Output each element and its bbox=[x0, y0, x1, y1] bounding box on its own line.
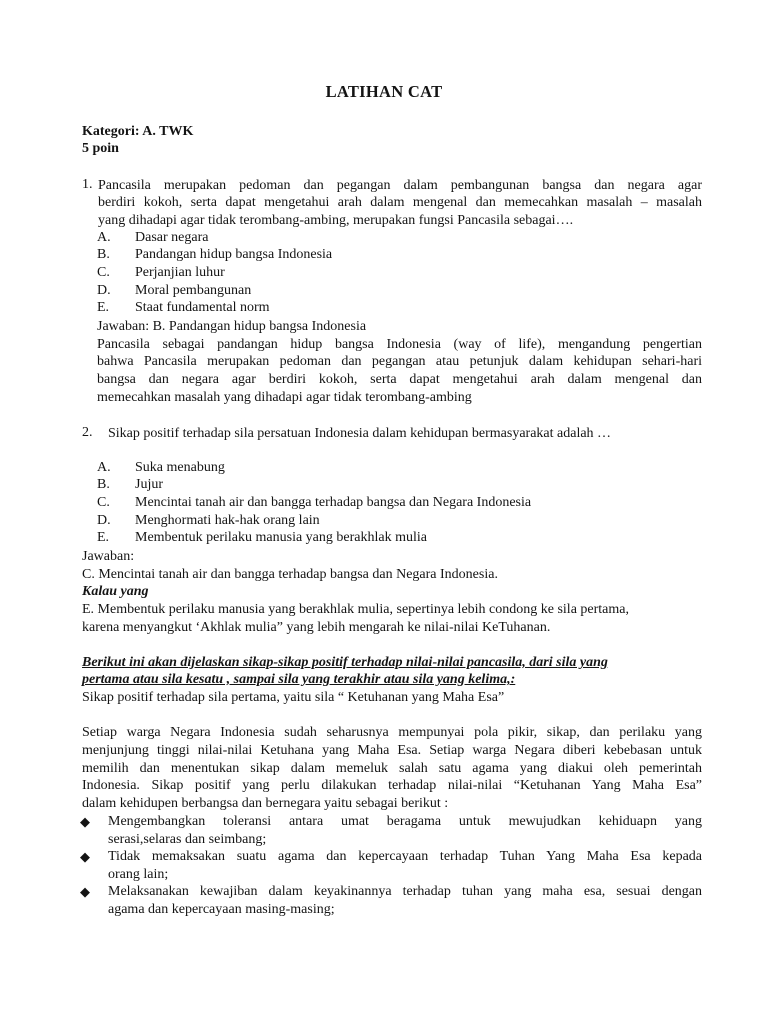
option-letter: C. bbox=[97, 495, 110, 510]
explanation-line: bahwa Pancasila merupakan pedoman dan pegangan atau petunjuk dalam kehidupan sehari-hari bbox=[97, 354, 702, 369]
option-text: Pandangan hidup bangsa Indonesia bbox=[135, 247, 333, 262]
section-subheading: Sikap positif terhadap sila pertama, yaitu sila “ Ketuhanan yang Maha Esa” bbox=[82, 690, 505, 705]
section-heading: pertama atau sila kesatu , sampai sila yang terakhir atau sila yang kelima,: bbox=[82, 672, 516, 687]
option-text: Staat fundamental norm bbox=[135, 300, 270, 315]
diamond-bullet-icon: ◆ bbox=[80, 884, 90, 899]
page-title: LATIHAN CAT bbox=[325, 82, 443, 101]
alternative-line: karena menyangkut ‘Akhlak mulia” yang lebih mengarah ke nilai-nilai KeTuhanan. bbox=[82, 620, 551, 635]
bullet-line: serasi,selaras dan seimbang; bbox=[108, 832, 267, 847]
option-text: Perjanjian luhur bbox=[135, 265, 225, 280]
answer-text: C. Mencintai tanah air dan bangga terhadap bangsa dan Negara Indonesia. bbox=[82, 567, 498, 582]
option-letter: D. bbox=[97, 513, 111, 528]
option-letter: A. bbox=[97, 460, 111, 475]
option-letter: E. bbox=[97, 300, 110, 315]
diamond-bullet-icon: ◆ bbox=[80, 814, 90, 829]
question-1-line: Pancasila merupakan pedoman dan pegangan dalam pembangunan bangsa dan negara agar bbox=[98, 178, 702, 193]
option-text: Jujur bbox=[135, 477, 163, 492]
option-letter: C. bbox=[97, 265, 110, 280]
points-label: 5 poin bbox=[82, 141, 119, 156]
option-text: Mencintai tanah air dan bangga terhadap bangsa dan Negara Indonesia bbox=[135, 495, 532, 510]
paragraph-line: dalam kehidupen berbangsa dan bernegara yaitu sebagai berikut : bbox=[82, 796, 449, 811]
diamond-bullet-icon: ◆ bbox=[80, 849, 90, 864]
section-heading: Berikut ini akan dijelaskan sikap-sikap positif terhadap nilai-nilai pancasila, dari sila yang bbox=[82, 655, 608, 670]
alternative-line: E. Membentuk perilaku manusia yang berakhlak mulia, sepertinya lebih condong ke sila pertama, bbox=[82, 602, 629, 617]
option-letter: B. bbox=[97, 247, 110, 262]
bullet-line: Mengembangkan toleransi antara umat beragama untuk mewujudkan kehiduapn yang bbox=[108, 814, 702, 829]
option-letter: E. bbox=[97, 530, 110, 545]
paragraph-line: Setiap warga Negara Indonesia sudah seharusnya mempunyai pola pikir, sikap, dan perilaku yang bbox=[82, 725, 702, 740]
option-text: Membentuk perilaku manusia yang berakhlak mulia bbox=[135, 530, 427, 545]
bullet-line: Tidak memaksakan suatu agama dan kepercayaan terhadap Tuhan Yang Maha Esa kepada bbox=[108, 849, 702, 864]
option-text: Menghormati hak-hak orang lain bbox=[135, 513, 320, 528]
option-text: Moral pembangunan bbox=[135, 283, 252, 298]
option-letter: A. bbox=[97, 230, 111, 245]
bullet-line: orang lain; bbox=[108, 867, 169, 882]
alternative-label: Kalau yang bbox=[82, 584, 149, 599]
paragraph-line: menjunjung tinggi nilai-nilai Ketuhana yang Maha Esa. Setiap warga Negara diberi kebebasan untuk bbox=[82, 743, 702, 758]
option-letter: B. bbox=[97, 477, 110, 492]
option-letter: D. bbox=[97, 283, 111, 298]
question-1-line: berdiri kokoh, serta dapat mengetahui arah dalam mengenal dan memecahkan masalah – masalah bbox=[98, 195, 702, 210]
explanation-line: Pancasila sebagai pandangan hidup bangsa Indonesia (way of life), mengandung pengertian bbox=[97, 337, 702, 352]
option-text: Suka menabung bbox=[135, 460, 225, 475]
question-2-number: 2. bbox=[82, 425, 93, 440]
explanation-line: bangsa dan negara agar berdiri kokoh, serta dapat mengetahui arah dalam mengenal dan bbox=[97, 372, 702, 387]
paragraph-line: Indonesia. Sikap positif yang perlu dilakukan terhadap nilai-nilai “Ketuhanan Yang Maha Esa” bbox=[82, 778, 702, 793]
explanation-line: memecahkan masalah yang dihadapi agar tidak terombang-ambing bbox=[97, 390, 472, 405]
bullet-line: Melaksanakan kewajiban dalam keyakinannya terhadap tuhan yang maha esa, sesuai dengan bbox=[108, 884, 702, 899]
answer-text: Jawaban: B. Pandangan hidup bangsa Indonesia bbox=[97, 319, 367, 334]
paragraph-line: memilih dan menentukan sikap dalam memeluk salah satu agama yang diakui oleh pemerintah bbox=[82, 761, 702, 776]
category-label: Kategori: A. TWK bbox=[82, 124, 194, 139]
bullet-line: agama dan kepercayaan masing-masing; bbox=[108, 902, 335, 917]
question-2-text: Sikap positif terhadap sila persatuan Indonesia dalam kehidupan bermasyarakat adalah … bbox=[108, 426, 612, 441]
answer-label: Jawaban: bbox=[82, 549, 135, 564]
question-1-number: 1. bbox=[82, 177, 93, 192]
option-text: Dasar negara bbox=[135, 230, 209, 245]
question-1-line: yang dihadapi agar tidak terombang-ambing, merupakan fungsi Pancasila sebagai…. bbox=[98, 213, 574, 228]
